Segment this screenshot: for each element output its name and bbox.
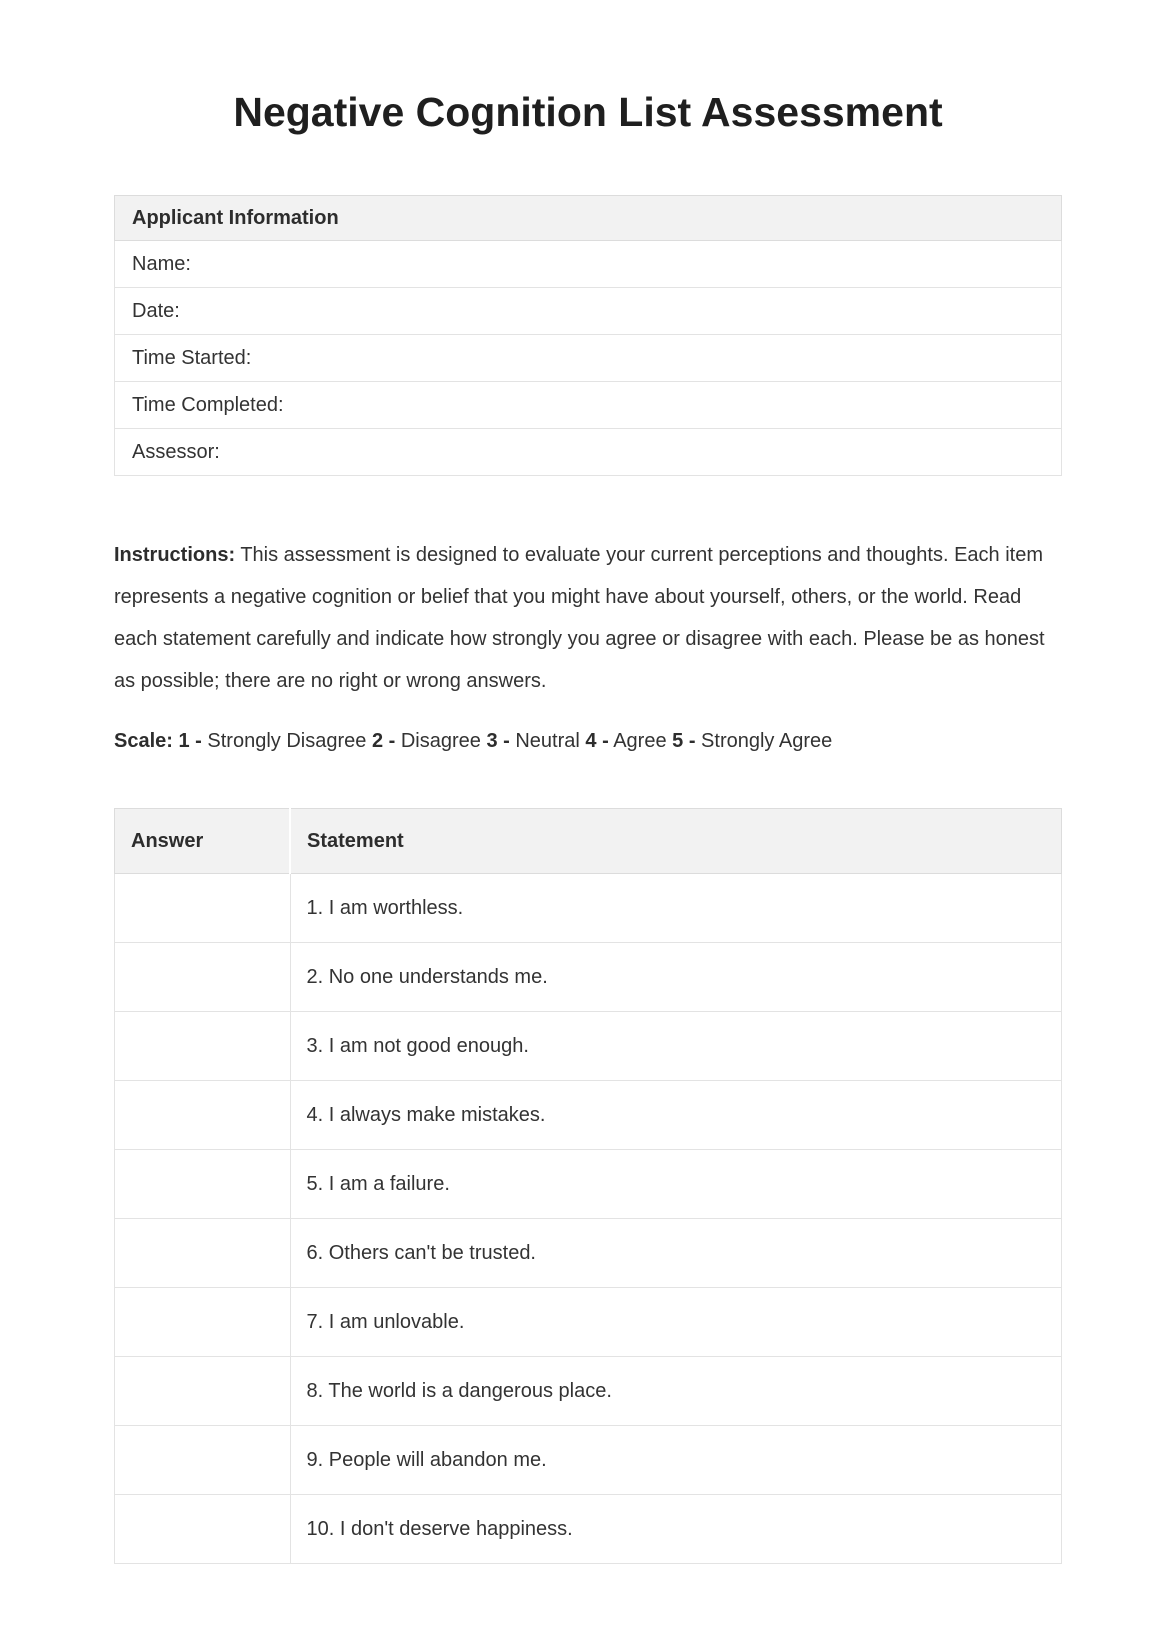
scale-value-2: 2 - [371,730,396,752]
instructions-label: Instructions: [114,544,236,566]
assessment-table [114,808,1062,1564]
table-row [115,1426,1062,1495]
statement-cell: 6. Others can't be trusted. [290,1219,1062,1288]
name-fill-area[interactable] [191,255,611,275]
scale-legend [114,720,1062,762]
statement-cell: 10. I don't deserve happiness. [290,1495,1062,1564]
table-row [115,288,1062,335]
assessor-row-cell [115,429,1062,476]
table-row [115,943,1062,1012]
answer-cell[interactable] [115,874,291,943]
answer-cell[interactable] [115,1357,291,1426]
instructions-paragraph [114,534,1049,702]
scale-value-4: 4 - [585,730,609,752]
answer-cell[interactable] [115,1426,291,1495]
table-row [115,874,1062,943]
applicant-info-header: Applicant Information [115,196,1062,241]
answer-cell[interactable] [115,1288,291,1357]
table-row [115,1288,1062,1357]
assessor-label: Assessor: [132,441,220,463]
table-row [115,1012,1062,1081]
date-fill-area[interactable] [180,302,600,322]
statement-cell: 4. I always make mistakes. [290,1081,1062,1150]
scale-value-5: 5 - [672,730,696,752]
statement-cell: 3. I am not good enough. [290,1012,1062,1081]
answer-cell[interactable] [115,943,291,1012]
table-row [115,1150,1062,1219]
table-row [115,1357,1062,1426]
time-completed-row-cell [115,382,1062,429]
answer-cell[interactable] [115,1150,291,1219]
scale-text-1: Strongly Disagree [207,730,367,752]
table-row [115,382,1062,429]
date-label: Date: [132,300,180,322]
time-started-fill-area[interactable] [251,349,671,369]
name-row-cell [115,241,1062,288]
scale-text-5: Strongly Agree [701,730,833,752]
scale-value-3: 3 - [486,730,510,752]
assessor-fill-area[interactable] [220,443,640,463]
applicant-info-header-row [115,196,1062,241]
statement-cell: 8. The world is a dangerous place. [290,1357,1062,1426]
statement-cell: 2. No one understands me. [290,943,1062,1012]
answer-column-header: Answer [115,809,291,874]
time-completed-label: Time Completed: [132,394,284,416]
scale-value-1: 1 - [178,730,202,752]
statement-cell: 5. I am a failure. [290,1150,1062,1219]
answer-cell[interactable] [115,1081,291,1150]
scale-text-2: Disagree [400,730,481,752]
statement-cell: 7. I am unlovable. [290,1288,1062,1357]
time-completed-fill-area[interactable] [284,396,704,416]
instructions-text: This assessment is designed to evaluate your current perceptions and thoughts. Each item represents a negative cognition or belief that you might have about yourself, others, or the world. Read each statement carefully and indicate how strongly you agree or disagree with each. Please be as honest as possible; there are no right or wrong answers. [114,544,1045,692]
table-row [115,1495,1062,1564]
statement-cell: 1. I am worthless. [290,874,1062,943]
statement-cell: 9. People will abandon me. [290,1426,1062,1495]
scale-text-4: Agree [613,730,667,752]
answer-cell[interactable] [115,1012,291,1081]
name-label: Name: [132,253,191,275]
answer-cell[interactable] [115,1219,291,1288]
page-title: Negative Cognition List Assessment [233,89,943,135]
table-row [115,1219,1062,1288]
time-started-label: Time Started: [132,347,252,369]
statement-column-header: Statement [290,809,1062,874]
date-row-cell [115,288,1062,335]
answer-cell[interactable] [115,1495,291,1564]
applicant-info-table [114,195,1062,476]
scale-text-3: Neutral [515,730,580,752]
table-row [115,1081,1062,1150]
table-row [115,429,1062,476]
scale-label: Scale: [114,730,173,752]
table-row [115,241,1062,288]
time-started-row-cell [115,335,1062,382]
table-row [115,335,1062,382]
assessment-header-row [115,809,1062,874]
